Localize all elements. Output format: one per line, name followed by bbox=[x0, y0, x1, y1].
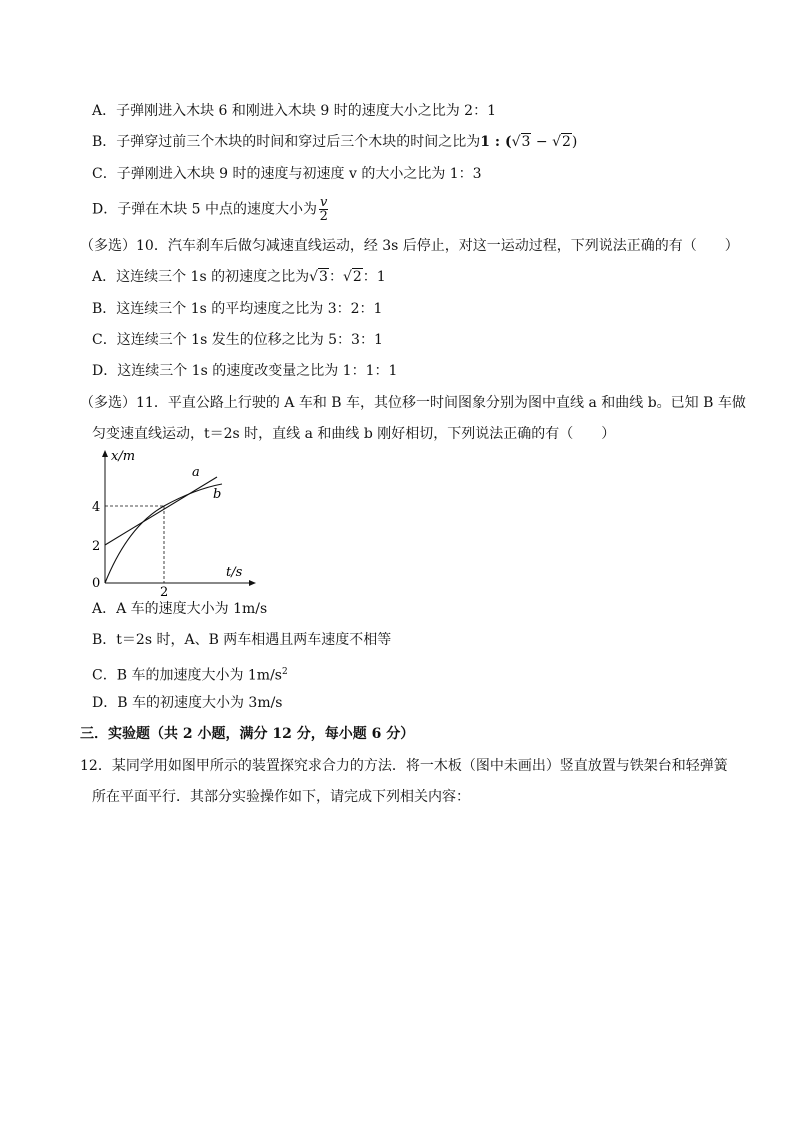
y-axis-arrow bbox=[102, 450, 108, 457]
sqrt3: √3 bbox=[309, 269, 328, 285]
ratio-tail: ：1 bbox=[362, 269, 386, 285]
y-tick-2: 2 bbox=[92, 539, 101, 554]
q11-option-d: D．B 车的初速度大小为 3m/s bbox=[92, 695, 283, 711]
q9-option-d bbox=[92, 196, 328, 223]
q10-option-c: C．这连续三个 1s 发生的位移之比为 5：3：1 bbox=[92, 332, 383, 348]
close-paren: ) bbox=[571, 134, 578, 150]
section-heading: 三．实验题（共 2 小题，满分 12 分，每小题 6 分） bbox=[80, 726, 415, 742]
y-axis-label: x/m bbox=[111, 449, 136, 464]
fraction-v-over-2: $\frac{v}{2}$ bbox=[319, 195, 328, 224]
line-a bbox=[105, 477, 217, 545]
x-axis-arrow bbox=[249, 580, 256, 586]
q12-stem-line1: 12．某同学用如图甲所示的装置探究求合力的方法．将一木板（图中未画出）竖直放置与铁架台和轻弹簧 bbox=[80, 758, 728, 774]
q10-stem: （多选）10．汽车刹车后做匀减速直线运动，经 3s 后停止，对这一运动过程，下列说法正确的有（ ） bbox=[80, 238, 739, 254]
xt-graph bbox=[80, 446, 270, 596]
q9-option-b-text: B．子弹穿过前三个木块的时间和穿过后三个木块的时间之比为 bbox=[92, 134, 481, 150]
origin-label: 0 bbox=[92, 576, 101, 591]
x-tick-2: 2 bbox=[160, 585, 169, 596]
q10-option-a bbox=[92, 267, 386, 287]
q12-stem-line2: 所在平面平行．其部分实验操作如下，请完成下列相关内容： bbox=[92, 789, 470, 805]
line-a-label: a bbox=[192, 465, 200, 480]
sqrt2: √2 bbox=[342, 269, 362, 285]
q9-option-a: A．子弹刚进入木块 6 和刚进入木块 9 时的速度大小之比为 2：1 bbox=[92, 103, 496, 119]
q11-stem-line2: 匀变速直线运动，t＝2s 时，直线 a 和曲线 b 刚好相切，下列说法正确的有（ ） bbox=[92, 426, 616, 442]
q11-stem-line1: （多选）11．平直公路上行驶的 A 车和 B 车，其位移一时间图象分别为图中直线 a 和曲线 b。已知 B 车做 bbox=[80, 395, 746, 411]
ratio-sep: ： bbox=[328, 269, 343, 285]
q9-option-b bbox=[92, 132, 577, 152]
q11-option-b: B．t＝2s 时，A、B 两车相遇且两车速度不相等 bbox=[92, 632, 392, 648]
y-tick-4: 4 bbox=[92, 500, 101, 515]
curve-b bbox=[105, 484, 222, 583]
q11-option-a: A．A 车的速度大小为 1m/s bbox=[92, 601, 268, 617]
q9-option-c: C．子弹刚进入木块 9 时的速度与初速度 v 的大小之比为 1：3 bbox=[92, 166, 482, 182]
minus-sign: − bbox=[531, 134, 553, 150]
sqrt2: √2 bbox=[552, 134, 571, 150]
x-axis-label: t/s bbox=[226, 565, 243, 580]
sqrt3: √3 bbox=[511, 134, 531, 150]
q9-option-d-text: D．子弹在木块 5 中点的速度大小为 bbox=[92, 201, 318, 218]
q9-option-b-formula-lead: 1 : ( bbox=[480, 134, 512, 150]
exponent: 2 bbox=[281, 667, 288, 677]
q11-option-c bbox=[92, 662, 288, 686]
q10-option-b: B．这连续三个 1s 的平均速度之比为 3：2：1 bbox=[92, 301, 383, 317]
q10-option-d: D．这连续三个 1s 的速度改变量之比为 1：1：1 bbox=[92, 363, 398, 379]
q11-option-c-text: C．B 车的加速度大小为 1m/s bbox=[92, 667, 282, 684]
curve-b-label: b bbox=[213, 487, 222, 502]
q10-option-a-text: A．这连续三个 1s 的初速度之比为 bbox=[92, 269, 310, 285]
